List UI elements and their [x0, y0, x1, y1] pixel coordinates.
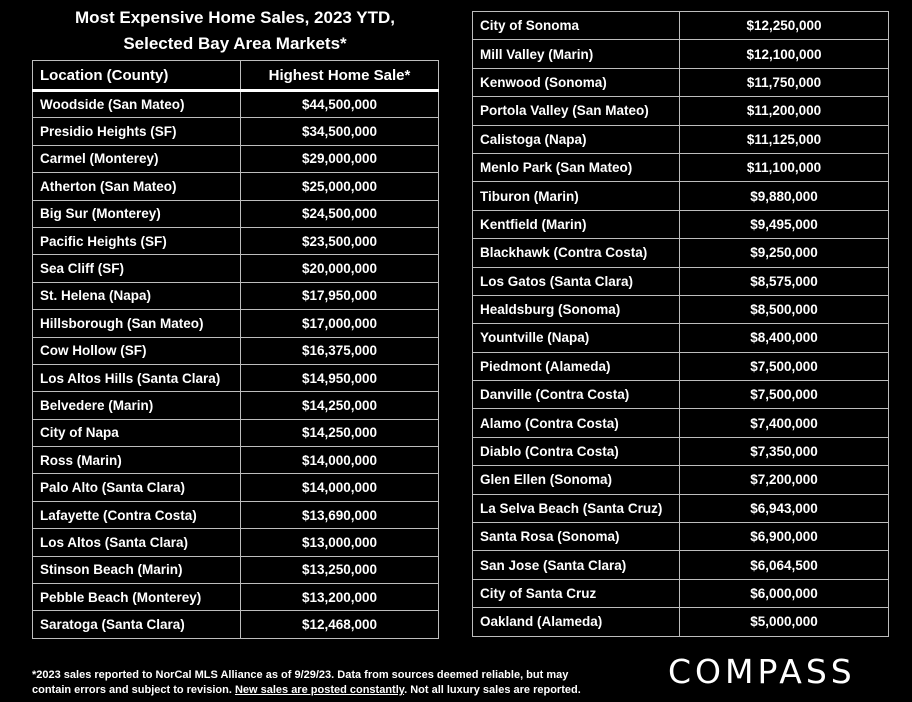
location-cell: Saratoga (Santa Clara): [33, 611, 241, 638]
table-row: [33, 447, 439, 474]
location-cell: Los Altos (Santa Clara): [33, 529, 241, 556]
sale-price-cell: $8,500,000: [680, 295, 889, 323]
sale-price-cell: $7,500,000: [680, 352, 889, 380]
sale-price-cell: $44,500,000: [241, 91, 439, 118]
location-cell: Pebble Beach (Monterey): [33, 584, 241, 611]
location-cell: Belvedere (Marin): [33, 392, 241, 419]
sale-price-cell: $11,125,000: [680, 125, 889, 153]
location-cell: City of Napa: [33, 419, 241, 446]
location-cell: Palo Alto (Santa Clara): [33, 474, 241, 501]
location-cell: Carmel (Monterey): [33, 145, 241, 172]
sale-price-cell: $7,350,000: [680, 437, 889, 465]
sale-price-cell: $8,400,000: [680, 324, 889, 352]
location-cell: Hillsborough (San Mateo): [33, 310, 241, 337]
sale-price-cell: $20,000,000: [241, 255, 439, 282]
table-header-row: [33, 61, 439, 91]
table-row: [33, 556, 439, 583]
location-cell: Lafayette (Contra Costa): [33, 501, 241, 528]
location-cell: Danville (Contra Costa): [473, 381, 680, 409]
location-cell: Sea Cliff (SF): [33, 255, 241, 282]
table-row: [473, 267, 889, 295]
table-row: [473, 295, 889, 323]
page-title: [32, 5, 438, 57]
location-cell: Big Sur (Monterey): [33, 200, 241, 227]
table-row: [33, 118, 439, 145]
sale-price-cell: $6,064,500: [680, 551, 889, 579]
table-row: [33, 200, 439, 227]
table-row: [473, 12, 889, 40]
compass-logo: COMPASS: [668, 652, 856, 691]
sale-price-cell: $8,575,000: [680, 267, 889, 295]
sale-price-cell: $16,375,000: [241, 337, 439, 364]
table-row: [473, 40, 889, 68]
location-cell: Presidio Heights (SF): [33, 118, 241, 145]
location-cell: Los Altos Hills (Santa Clara): [33, 364, 241, 391]
sale-price-cell: $11,200,000: [680, 97, 889, 125]
table-row: [473, 579, 889, 607]
sale-price-cell: $5,000,000: [680, 608, 889, 636]
sales-table-left: [32, 60, 439, 639]
table-row: [33, 282, 439, 309]
location-cell: Ross (Marin): [33, 447, 241, 474]
sale-price-cell: $34,500,000: [241, 118, 439, 145]
location-cell: Menlo Park (San Mateo): [473, 153, 680, 181]
sale-price-cell: $12,250,000: [680, 12, 889, 40]
footnote-text-b: . Not all luxury sales are reported.: [404, 684, 581, 696]
sale-price-cell: $14,000,000: [241, 474, 439, 501]
table-row: [33, 310, 439, 337]
table-row: [33, 392, 439, 419]
location-cell: San Jose (Santa Clara): [473, 551, 680, 579]
sale-price-cell: $13,690,000: [241, 501, 439, 528]
table-row: [33, 91, 439, 118]
sale-price-cell: $14,250,000: [241, 392, 439, 419]
table-row: [473, 352, 889, 380]
title-line-1: Most Expensive Home Sales, 2023 YTD,: [75, 8, 395, 27]
table-row: [473, 466, 889, 494]
location-cell: Mill Valley (Marin): [473, 40, 680, 68]
table-row: [33, 145, 439, 172]
location-cell: Tiburon (Marin): [473, 182, 680, 210]
sale-price-cell: $9,880,000: [680, 182, 889, 210]
sale-price-cell: $13,250,000: [241, 556, 439, 583]
sale-column-header: Highest Home Sale*: [241, 61, 439, 91]
sale-price-cell: $6,000,000: [680, 579, 889, 607]
sale-price-cell: $11,100,000: [680, 153, 889, 181]
table-row: [33, 584, 439, 611]
location-cell: Calistoga (Napa): [473, 125, 680, 153]
table-row: [473, 182, 889, 210]
table-row: [473, 68, 889, 96]
location-column-header: Location (County): [33, 61, 241, 91]
title-line-2: Selected Bay Area Markets*: [123, 34, 347, 53]
location-cell: Atherton (San Mateo): [33, 173, 241, 200]
location-cell: Blackhawk (Contra Costa): [473, 239, 680, 267]
location-cell: City of Santa Cruz: [473, 579, 680, 607]
sale-price-cell: $17,000,000: [241, 310, 439, 337]
table-row: [33, 611, 439, 638]
sale-price-cell: $12,468,000: [241, 611, 439, 638]
location-cell: Yountville (Napa): [473, 324, 680, 352]
footnote-text-a: contain errors and subject to revision.: [32, 684, 235, 696]
sale-price-cell: $14,950,000: [241, 364, 439, 391]
sale-price-cell: $6,943,000: [680, 494, 889, 522]
table-row: [473, 210, 889, 238]
sale-price-cell: $6,900,000: [680, 523, 889, 551]
table-row: [33, 501, 439, 528]
sale-price-cell: $13,200,000: [241, 584, 439, 611]
sale-price-cell: $9,250,000: [680, 239, 889, 267]
location-cell: Kenwood (Sonoma): [473, 68, 680, 96]
sale-price-cell: $24,500,000: [241, 200, 439, 227]
sale-price-cell: $14,250,000: [241, 419, 439, 446]
sale-price-cell: $25,000,000: [241, 173, 439, 200]
sale-price-cell: $12,100,000: [680, 40, 889, 68]
table-row: [473, 437, 889, 465]
sale-price-cell: $7,400,000: [680, 409, 889, 437]
location-cell: Portola Valley (San Mateo): [473, 97, 680, 125]
sale-price-cell: $7,500,000: [680, 381, 889, 409]
location-cell: Los Gatos (Santa Clara): [473, 267, 680, 295]
table-row: [33, 337, 439, 364]
location-cell: Stinson Beach (Marin): [33, 556, 241, 583]
table-row: [473, 523, 889, 551]
sale-price-cell: $13,000,000: [241, 529, 439, 556]
sale-price-cell: $7,200,000: [680, 466, 889, 494]
table-row: [33, 227, 439, 254]
location-cell: St. Helena (Napa): [33, 282, 241, 309]
sale-price-cell: $17,950,000: [241, 282, 439, 309]
sale-price-cell: $14,000,000: [241, 447, 439, 474]
table-row: [33, 474, 439, 501]
location-cell: Oakland (Alameda): [473, 608, 680, 636]
footnote-line-2: [32, 683, 632, 698]
table-row: [33, 364, 439, 391]
location-cell: Santa Rosa (Sonoma): [473, 523, 680, 551]
table-row: [33, 255, 439, 282]
table-row: [473, 494, 889, 522]
location-cell: Piedmont (Alameda): [473, 352, 680, 380]
location-cell: Alamo (Contra Costa): [473, 409, 680, 437]
sale-price-cell: $9,495,000: [680, 210, 889, 238]
table-row: [473, 239, 889, 267]
footnote: [32, 668, 632, 698]
table-row: [33, 419, 439, 446]
location-cell: Diablo (Contra Costa): [473, 437, 680, 465]
sale-price-cell: $29,000,000: [241, 145, 439, 172]
sale-price-cell: $11,750,000: [680, 68, 889, 96]
table-row: [473, 97, 889, 125]
table-row: [33, 529, 439, 556]
table-row: [473, 409, 889, 437]
footnote-underlined-text: New sales are posted constantly: [234, 684, 405, 696]
location-cell: La Selva Beach (Santa Cruz): [473, 494, 680, 522]
location-cell: Woodside (San Mateo): [33, 91, 241, 118]
location-cell: City of Sonoma: [473, 12, 680, 40]
location-cell: Kentfield (Marin): [473, 210, 680, 238]
table-row: [473, 324, 889, 352]
sale-price-cell: $23,500,000: [241, 227, 439, 254]
table-row: [473, 551, 889, 579]
location-cell: Pacific Heights (SF): [33, 227, 241, 254]
table-row: [473, 125, 889, 153]
location-cell: Glen Ellen (Sonoma): [473, 466, 680, 494]
table-row: [473, 153, 889, 181]
table-row: [473, 608, 889, 636]
footnote-line-1: *2023 sales reported to NorCal MLS Alliance as of 9/29/23. Data from sources deemed reliable, but may: [32, 669, 569, 681]
table-row: [33, 173, 439, 200]
sales-table-right: [472, 11, 889, 637]
location-cell: Healdsburg (Sonoma): [473, 295, 680, 323]
table-row: [473, 381, 889, 409]
location-cell: Cow Hollow (SF): [33, 337, 241, 364]
